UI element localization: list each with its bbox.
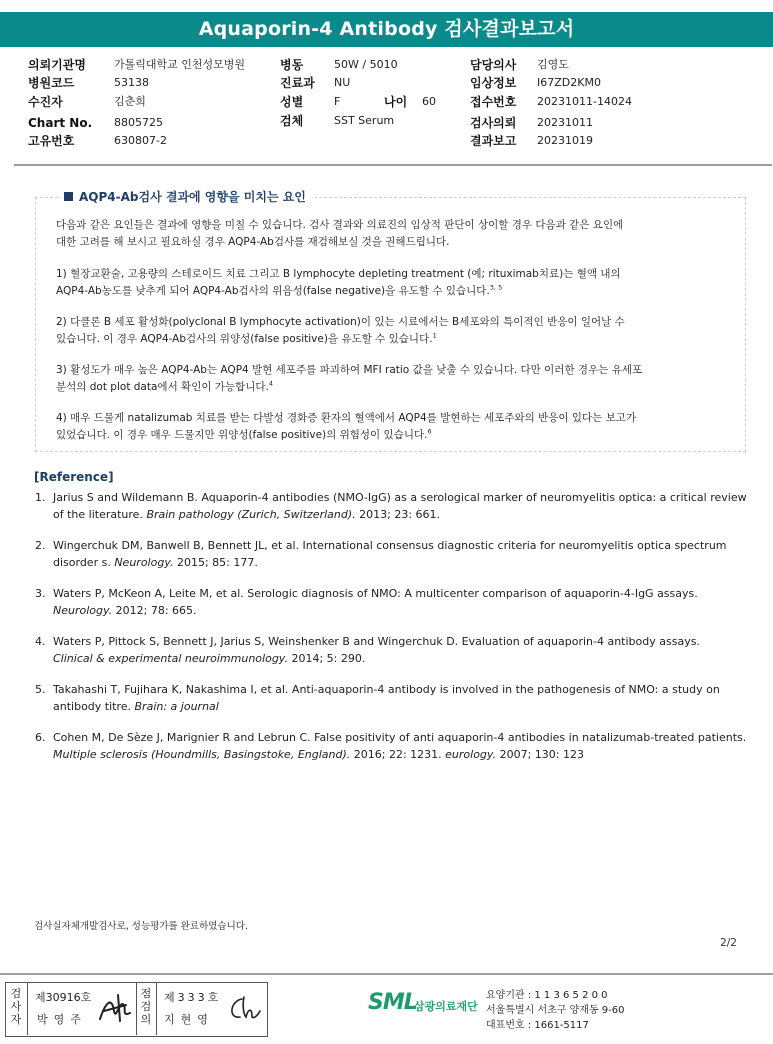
field-label: 임상정보	[470, 76, 517, 90]
footer-divider	[0, 973, 773, 975]
factors-title-text: AQP4-Ab검사 결과에 영향을 미치는 요인	[79, 190, 306, 204]
text-line: 있습니다. 이 경우 AQP4-Ab검사의 위양성(false positive)을 유도할 수 있습니다.$^1$	[56, 331, 437, 345]
reviewer-license-no: 제333호	[164, 991, 222, 1004]
field-label: 의뢰기관명	[28, 58, 86, 72]
header-row	[0, 114, 773, 132]
field-label: 접수번호	[470, 95, 517, 109]
tester-tag: 검 사 자	[10, 987, 22, 1026]
header-row	[0, 132, 773, 150]
text-line: 있었습니다. 이 경우 매우 드물지만 위양성(false positive)의 위험성이 있습니다.$^6$	[56, 427, 432, 441]
text-line: 다음과 같은 요인들은 결과에 영향을 미칠 수 있습니다. 검사 결과와 의료진의 임상적 판단이 상이할 경우 다음과 같은 요인에	[56, 219, 624, 231]
text-line: 4) 매우 드물게 natalizumab 치료를 받는 다발성 경화증 환자의 혈액에서 AQP4를 발현하는 세포주와의 반응이 있다는 보고가	[56, 412, 637, 424]
header-row	[0, 74, 773, 92]
field-label: 담당의사	[470, 58, 517, 72]
signature-box	[5, 982, 268, 1037]
citation-sup: 4	[268, 379, 274, 387]
field-label: 병원코드	[28, 76, 75, 90]
citation-sup: 6	[427, 427, 432, 435]
tester-license-no: 제30916호	[35, 991, 92, 1004]
org-line: 대표번호 : 1661-5117	[486, 1020, 589, 1031]
field-value: 20231011-14024	[537, 95, 632, 108]
factor-item	[56, 266, 742, 299]
report-title: Aquaporin-4 Antibody 검사결과보고서	[0, 12, 773, 47]
text-line: 1) 혈장교환술, 고용량의 스테로이드 치료 그리고 B lymphocyte depleting treatment (예; rituximab치료)는 혈액 내의	[56, 268, 621, 280]
field-value: SST Serum	[334, 114, 395, 127]
citation-sup: 3, 5	[489, 283, 503, 291]
field-value: 53138	[114, 76, 149, 89]
tester-name: 박영주	[37, 1013, 87, 1026]
field-value: 가톨릭대학교 인천성모병원	[114, 58, 246, 71]
age-value: 60	[422, 95, 436, 108]
field-value: 김춘희	[114, 95, 146, 108]
text-line: 2) 다클론 B 세포 활성화(polyclonal B lymphocyte activation)이 있는 시료에서는 B세포와의 특이적인 반응이 일어날 수	[56, 316, 625, 328]
patient-info-header	[0, 52, 773, 164]
field-value: NU	[334, 76, 351, 89]
divider	[156, 983, 157, 1035]
divider	[27, 983, 28, 1035]
field-value: I67ZD2KM0	[537, 76, 601, 89]
field-label: 성별	[280, 95, 304, 109]
divider	[136, 983, 137, 1035]
reviewer-signature-icon	[224, 993, 264, 1025]
text-line: 3) 활성도가 매우 높은 AQP4-Ab는 AQP4 발현 세포주를 파괴하여 MFI ratio 값을 낮출 수 있습니다. 다만 이러한 경우는 유세포	[56, 364, 643, 376]
factor-item	[56, 410, 742, 443]
field-label: 검사의뢰	[470, 116, 517, 130]
header-divider	[14, 164, 772, 166]
header-row	[0, 56, 773, 74]
square-bullet-icon	[64, 192, 73, 201]
logo-mark: SML	[368, 990, 417, 1015]
factor-item	[56, 314, 742, 347]
text-line: 분석의 dot plot data에서 확인이 가능합니다.$^4$	[56, 379, 274, 393]
field-label: 고유번호	[28, 134, 75, 148]
field-value: F	[334, 95, 341, 108]
factor-item	[56, 362, 742, 395]
field-label: 병동	[280, 58, 304, 72]
field-value: 630807-2	[114, 134, 167, 147]
factors-intro	[56, 217, 742, 250]
field-label: 진료과	[280, 76, 315, 90]
field-label: Chart No.	[28, 116, 93, 130]
reviewer-tag: 점 검 의	[140, 987, 152, 1026]
factors-section-title	[58, 188, 312, 206]
references-title: [Reference]	[34, 470, 114, 484]
citation-sup: 1	[432, 331, 437, 339]
page-number: 2/2	[720, 937, 737, 949]
tester-signature-icon	[96, 991, 136, 1027]
field-label: 수진자	[28, 95, 63, 109]
field-value: 8805725	[114, 116, 163, 129]
field-value: 50W / 5010	[334, 58, 398, 71]
field-value: 김영도	[537, 58, 569, 71]
reviewer-name: 지현영	[164, 1013, 214, 1026]
field-value: 20231011	[537, 116, 593, 129]
text-line: 대한 고려를 해 보시고 필요하실 경우 AQP4-Ab검사를 재검해보실 것을 권해드립니다.	[56, 235, 450, 248]
text-line: AQP4-Ab농도를 낮추게 되어 AQP4-Ab검사의 위음성(false negative)을 유도할 수 있습니다.$^{3, 5}$	[56, 283, 503, 297]
field-value: 20231019	[537, 134, 593, 147]
org-line: 서울특별시 서초구 양재동 9-60	[486, 1005, 625, 1016]
logo-org-name: 삼광의료재단	[414, 1000, 478, 1013]
sml-logo	[368, 988, 488, 1028]
org-line: 요양기관 : 1 1 3 6 5 2 0 0	[486, 990, 608, 1001]
age-label: 나이	[384, 95, 408, 109]
validation-note: 검사실자체개발검사로, 성능평가를 완료하였습니다.	[34, 921, 248, 932]
header-row	[0, 93, 773, 111]
org-contact-info	[486, 988, 625, 1033]
field-label: 검체	[280, 114, 304, 128]
field-label: 결과보고	[470, 134, 517, 148]
